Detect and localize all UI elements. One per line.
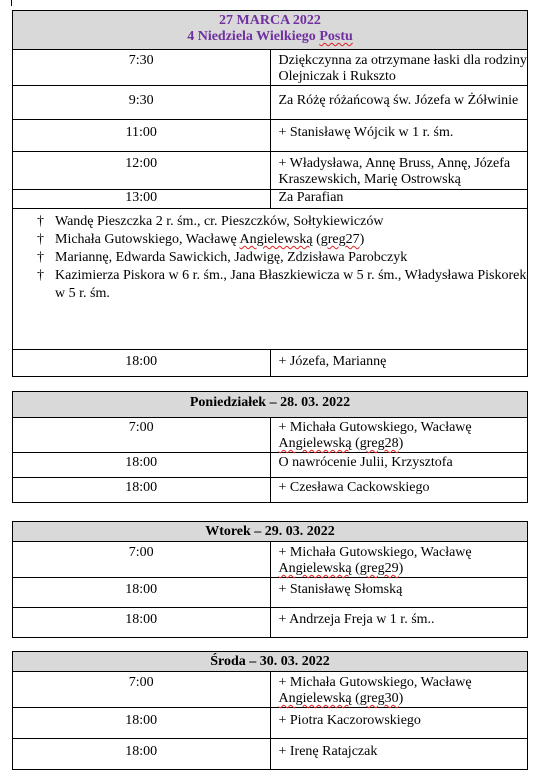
cross-icon: † bbox=[37, 250, 44, 265]
page-edge-mark bbox=[11, 0, 12, 6]
wednesday-header: Środa – 30. 03. 2022 bbox=[13, 652, 528, 672]
table-row bbox=[13, 120, 528, 152]
deceased-list bbox=[13, 209, 527, 303]
mass-time: 11:00 bbox=[13, 120, 271, 152]
mass-intention: + Czesława Cackowskiego bbox=[270, 478, 528, 503]
table-row bbox=[13, 608, 528, 638]
mass-time: 18:00 bbox=[13, 453, 271, 478]
list-item: † Kazimierza Piskora w 6 r. śm., Jana Błaszkiewicza w 5 r. śm., Władysława Piskorek w 5 r. śm. bbox=[37, 268, 527, 301]
mass-time: 7:00 bbox=[13, 418, 271, 453]
mass-time: 18:00 bbox=[13, 478, 271, 503]
table-row bbox=[13, 478, 528, 503]
mass-intention: + Piotra Kaczorowskiego bbox=[270, 708, 528, 739]
monday-header-row bbox=[13, 392, 528, 418]
mass-intention: + Irenę Ratajczak bbox=[270, 739, 528, 770]
mass-time: 18:00 bbox=[13, 578, 271, 608]
cross-icon: † bbox=[37, 232, 44, 247]
mass-intention: + Stanisławę Wójcik w 1 r. śm. bbox=[270, 120, 528, 152]
list-item: † Mariannę, Edwarda Sawickich, Jadwigę, Zdzisława Parobczyk bbox=[37, 250, 408, 265]
table-row bbox=[13, 542, 528, 578]
mass-intention: O nawrócenie Julii, Krzysztofa bbox=[270, 453, 528, 478]
list-item: † Michała Gutowskiego, Wacławę Angielewską (greg27) bbox=[37, 232, 365, 247]
deceased-list-cell bbox=[13, 209, 528, 350]
table-row bbox=[13, 453, 528, 478]
mass-intention: + Michała Gutowskiego, Wacławę Angielewską (greg28) bbox=[270, 418, 528, 453]
mass-intention: Za Parafian bbox=[270, 190, 528, 209]
table-row bbox=[13, 708, 528, 739]
mass-intention: + Andrzeja Freja w 1 r. śm.. bbox=[270, 608, 528, 638]
mass-time: 18:00 bbox=[13, 350, 271, 377]
mass-time: 9:30 bbox=[13, 86, 271, 120]
mass-time: 18:00 bbox=[13, 608, 271, 638]
table-row bbox=[13, 350, 528, 377]
sunday-header-row bbox=[13, 11, 528, 50]
wednesday-header-row bbox=[13, 652, 528, 672]
wednesday-schedule-table bbox=[12, 651, 528, 770]
mass-intention: Dziękczynna za otrzymane łaski dla rodziny Olejniczak i Rukszto bbox=[270, 50, 528, 86]
mass-time: 18:00 bbox=[13, 708, 271, 739]
mass-time: 7:30 bbox=[13, 50, 271, 86]
list-item: † Wandę Pieszczka 2 r. śm., cr. Pieszczków, Sołtykiewiczów bbox=[37, 214, 384, 229]
mass-time: 13:00 bbox=[13, 190, 271, 209]
sunday-schedule-table bbox=[12, 10, 528, 377]
table-row bbox=[13, 86, 528, 120]
mass-intention: + Józefa, Mariannę bbox=[270, 350, 528, 377]
tuesday-schedule-table bbox=[12, 521, 528, 638]
deceased-list-row bbox=[13, 209, 528, 350]
mass-time: 7:00 bbox=[13, 542, 271, 578]
tuesday-header: Wtorek – 29. 03. 2022 bbox=[13, 522, 528, 542]
table-row bbox=[13, 190, 528, 209]
mass-intention: + Michała Gutowskiego, Wacławę Angielewską (greg29) bbox=[270, 542, 528, 578]
tuesday-header-row bbox=[13, 522, 528, 542]
mass-time: 12:00 bbox=[13, 152, 271, 190]
table-row bbox=[13, 152, 528, 190]
table-row bbox=[13, 739, 528, 770]
table-row bbox=[13, 578, 528, 608]
mass-intention: + Michała Gutowskiego, Wacławę Angielewską (greg30) bbox=[270, 672, 528, 708]
sunday-header-cell bbox=[13, 11, 528, 50]
mass-time: 18:00 bbox=[13, 739, 271, 770]
monday-header: Poniedziałek – 28. 03. 2022 bbox=[13, 392, 528, 418]
sunday-occasion: 4 Niedziela Wielkiego Postu bbox=[187, 29, 353, 44]
mass-time: 7:00 bbox=[13, 672, 271, 708]
monday-schedule-table bbox=[12, 391, 528, 503]
table-row bbox=[13, 418, 528, 453]
cross-icon: † bbox=[37, 214, 44, 229]
sunday-date: 27 MARCA 2022 bbox=[219, 13, 321, 28]
mass-intention: + Władysława, Annę Bruss, Annę, Józefa Kraszewskich, Marię Ostrowską bbox=[270, 152, 528, 190]
mass-intention: + Stanisławę Słomską bbox=[270, 578, 528, 608]
table-row bbox=[13, 50, 528, 86]
mass-intention: Za Różę różańcową św. Józefa w Żółwinie bbox=[270, 86, 528, 120]
table-row bbox=[13, 672, 528, 708]
cross-icon: † bbox=[37, 268, 44, 283]
